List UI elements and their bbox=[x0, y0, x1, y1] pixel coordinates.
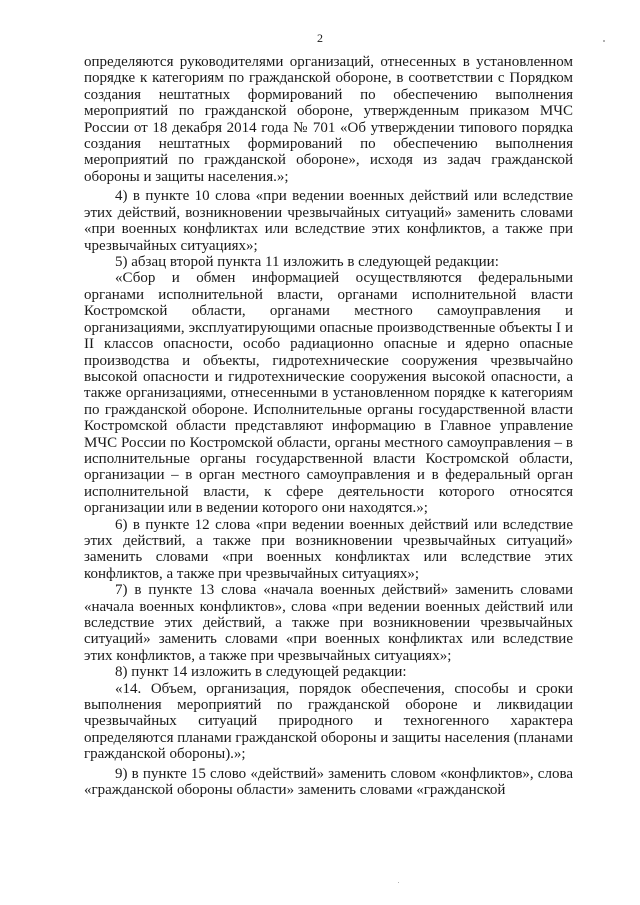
document-body bbox=[84, 54, 573, 799]
paragraph-item-4: 4) в пункте 10 слова «при ведении военных действий или вследствие этих действий, возникновении чрезвычайных ситуаций» заменить словами «при военных конфликтах или вследствие этих конфликтов, а также при чрезвычайных ситуациях»; bbox=[84, 188, 573, 254]
paragraph-continuation: определяются руководителями организаций, отнесенных в установленном порядке к категориям по гражданской обороне, в соответствии с Порядком создания нештатных формирований по обеспечению выполнения мероприятий по гражданской обороне, утвержденным приказом МЧС России от 18 декабря 2014 года № 701 «Об утверждении типового порядка создания нештатных формирований по обеспечению выполнения мероприятий по гражданской обороне», исходя из задач гражданской обороны и защиты населения.»; bbox=[84, 54, 573, 185]
page-number: 2 bbox=[317, 31, 323, 45]
paragraph-item-6: 6) в пункте 12 слова «при ведении военных действий или вследствие этих действий, а также при возникновении чрезвычайных ситуаций» заменить словами «при военных конфликтах или вследствие этих конфликтов, а также при чрезвычайных ситуациях»; bbox=[84, 516, 573, 582]
scan-speck bbox=[603, 40, 605, 42]
paragraph-quote-11: «Сбор и обмен информацией осуществляются федеральными органами исполнительной власти, органами исполнительной власти Костромской области, органами местного самоуправления и организациями, эксплуатирующими опасные производственные объекты I и II классов опасности, особо радиационно опасные и ядерно опасные производства и объекты, гидротехнические сооружения чрезвычайно высокой опасности и гидротехнические сооружения высокой опасности, а также организациями, отнесенными в установленном порядке к категориям по гражданской обороне. Исполнительные органы государственной власти Костромской области представляют информацию в Главное управление МЧС России по Костромской области, органы местного самоуправления – в исполнительные органы государственной власти Костромской области, организации – в орган местного самоуправления и в федеральный орган исполнительной власти, к сфере деятельности которого относятся организации или в ведении которого они находятся.»; bbox=[84, 270, 573, 517]
paragraph-item-9: 9) в пункте 15 слово «действий» заменить словом «конфликтов», слова «гражданской обороны области» заменить словами «гражданской bbox=[84, 765, 573, 799]
paragraph-quote-14: «14. Объем, организация, порядок обеспечения, способы и сроки выполнения мероприятий по гражданской обороне и ликвидации чрезвычайных ситуаций природного и техногенного характера определяются планами гражданской обороны и защиты населения (планами гражданской обороны).»; bbox=[84, 680, 574, 763]
paragraph-item-5: 5) абзац второй пункта 11 изложить в следующей редакции: bbox=[115, 254, 499, 271]
paragraph-item-8: 8) пункт 14 изложить в следующей редакции: bbox=[115, 664, 407, 681]
paragraph-item-7: 7) в пункте 13 слова «начала военных действий» заменить словами «начала военных конфликтов», слова «при ведении военных действий или вследствие этих действий, а также при возникновении чрезвычайных ситуаций» заменить словами «при военных конфликтах или вследствие этих конфликтов, а также при чрезвычайных ситуациях»; bbox=[84, 582, 573, 664]
scan-speck bbox=[398, 882, 399, 883]
